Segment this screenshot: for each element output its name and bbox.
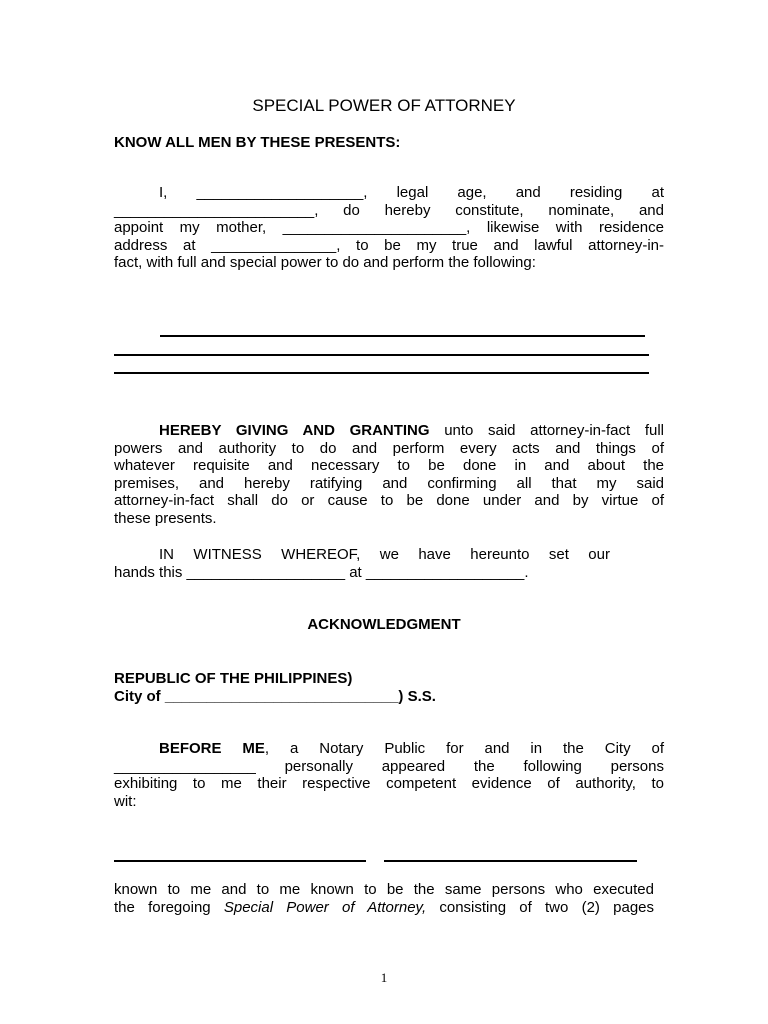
document-title: SPECIAL POWER OF ATTORNEY — [252, 96, 516, 115]
page-number: 1 — [380, 970, 388, 985]
paragraph-line: _________________ personally appeared the following persons — [114, 757, 664, 775]
bold-lead: HEREBY GIVING AND GRANTING — [159, 422, 430, 439]
paragraph-line: hands this ___________________ at ___________________. — [114, 563, 529, 581]
signature-line — [384, 860, 637, 862]
paragraph-line: these presents. — [114, 509, 217, 527]
paragraph-line: I, ____________________, legal age, and residing at — [159, 184, 664, 201]
paragraph-line: IN WITNESS WHEREOF, we have hereunto set our — [159, 546, 610, 563]
italic-title: Special Power of Attorney, — [223, 898, 427, 916]
paragraph-line: wit: — [114, 792, 137, 810]
signature-line — [114, 860, 366, 862]
acknowledgment-heading: ACKNOWLEDGMENT — [307, 616, 461, 633]
paragraph-line: address at _______________, to be my true and lawful attorney-in- — [114, 236, 664, 254]
paragraph-line: BEFORE ME, a Notary Public for and in the City of — [159, 740, 664, 757]
appointment-paragraph — [114, 184, 664, 272]
paragraph-line: fact, with full and special power to do and perform the following: — [114, 254, 536, 272]
paragraph-line: ________________________, do hereby constitute, nominate, and — [114, 201, 664, 219]
bold-lead: BEFORE ME — [159, 740, 265, 757]
paragraph-line: attorney-in-fact shall do or cause to be done under and by virtue of — [114, 492, 664, 510]
paragraph-line: powers and authority to do and perform every acts and things of — [114, 439, 664, 457]
paragraph-line: whatever requisite and necessary to be done in and about the — [114, 457, 664, 475]
before-me-paragraph — [114, 740, 664, 810]
blank-line — [114, 372, 649, 374]
blank-line — [160, 335, 645, 337]
witness-paragraph — [114, 546, 610, 581]
republic-heading: REPUBLIC OF THE PHILIPPINES) — [114, 670, 353, 687]
granting-paragraph — [114, 422, 664, 528]
intro-heading: KNOW ALL MEN BY THESE PRESENTS: — [114, 134, 401, 151]
paragraph-line: premises, and hereby ratifying and confirming all that my said — [114, 474, 664, 492]
paragraph-line: known to me and to me known to be the same persons who executed — [114, 881, 654, 898]
paragraph-line: HEREBY GIVING AND GRANTING unto said attorney-in-fact full — [159, 422, 664, 439]
paragraph-line: appoint my mother, ______________________, likewise with residence — [114, 219, 664, 237]
known-paragraph — [114, 881, 654, 916]
blank-line — [114, 354, 649, 356]
paragraph-line: exhibiting to me their respective competent evidence of authority, to — [114, 775, 664, 793]
paragraph-line: the foregoing Special Power of Attorney, consisting of two (2) pages — [114, 898, 654, 916]
city-line: City of ____________________________) S.S. — [114, 688, 436, 705]
